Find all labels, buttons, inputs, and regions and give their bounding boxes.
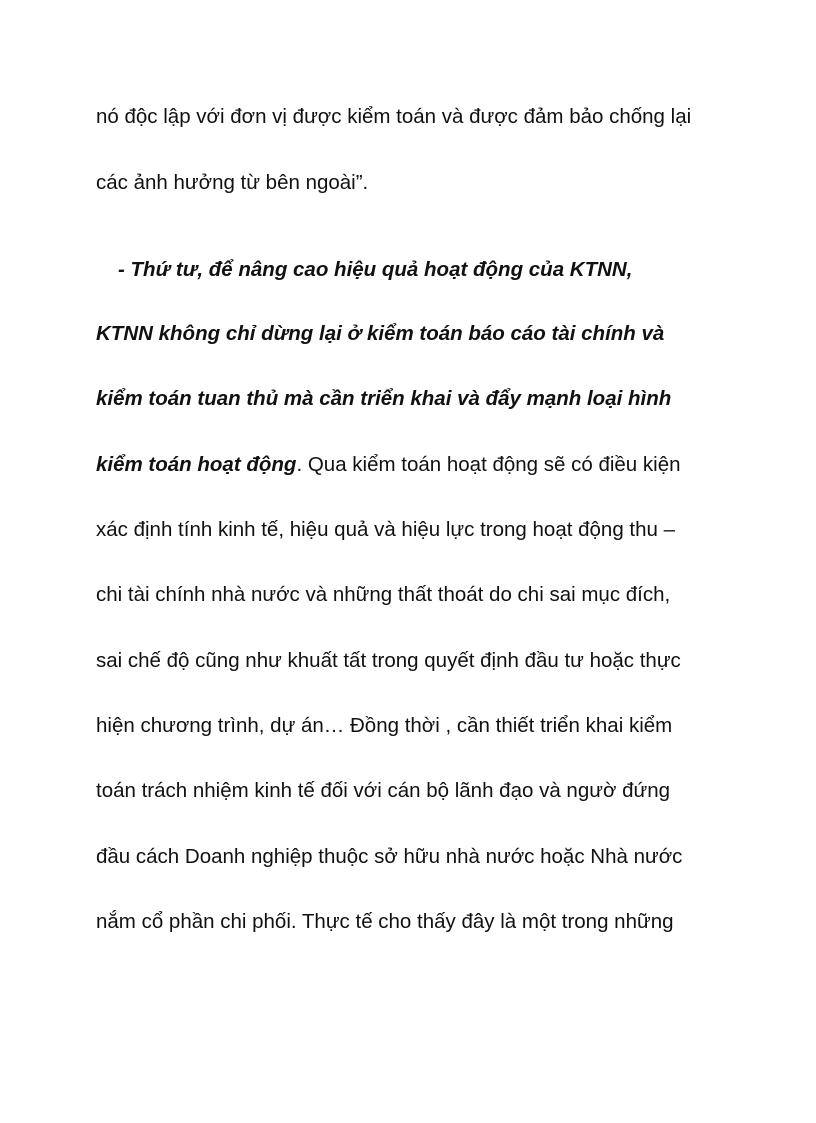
text-line-2: các ảnh hưởng từ bên ngoài”.: [96, 171, 369, 194]
mixed-line: [96, 452, 736, 478]
text-line-8: đầu cách Doanh nghiệp thuộc sở hữu nhà nước hoặc Nhà nước: [96, 845, 683, 868]
heading-line-3: kiểm toán tuan thủ mà cần triển khai và đẩy mạnh loại hình: [96, 387, 672, 410]
text-line-4: chi tài chính nhà nước và những thất thoát do chi sai mục đích,: [96, 583, 671, 606]
text-line-1: nó độc lập với đơn vị được kiểm toán và được đảm bảo chống lại: [96, 105, 692, 128]
text-line-5: sai chế độ cũng như khuất tất trong quyết định đầu tư hoặc thực: [96, 649, 681, 672]
text-line-3: xác định tính kinh tế, hiệu quả và hiệu lực trong hoạt động thu –: [96, 518, 676, 541]
text-line-9: nắm cổ phần chi phối. Thực tế cho thấy đây là một trong những: [96, 910, 674, 933]
heading-line-2: KTNN không chỉ dừng lại ở kiểm toán báo cáo tài chính và: [96, 322, 665, 345]
heading-line-1: - Thứ tư, để nâng cao hiệu quả hoạt động của KTNN,: [118, 258, 633, 281]
text-line-7: toán trách nhiệm kinh tế đối với cán bộ lãnh đạo và ngườ đứng: [96, 779, 671, 802]
heading-line-4: kiểm toán hoạt động: [96, 453, 297, 476]
text-line-continuation: . Qua kiểm toán hoạt động sẽ có điều kiện: [296, 453, 681, 476]
text-line-6: hiện chương trình, dự án… Đồng thời , cần thiết triển khai kiểm: [96, 714, 673, 737]
